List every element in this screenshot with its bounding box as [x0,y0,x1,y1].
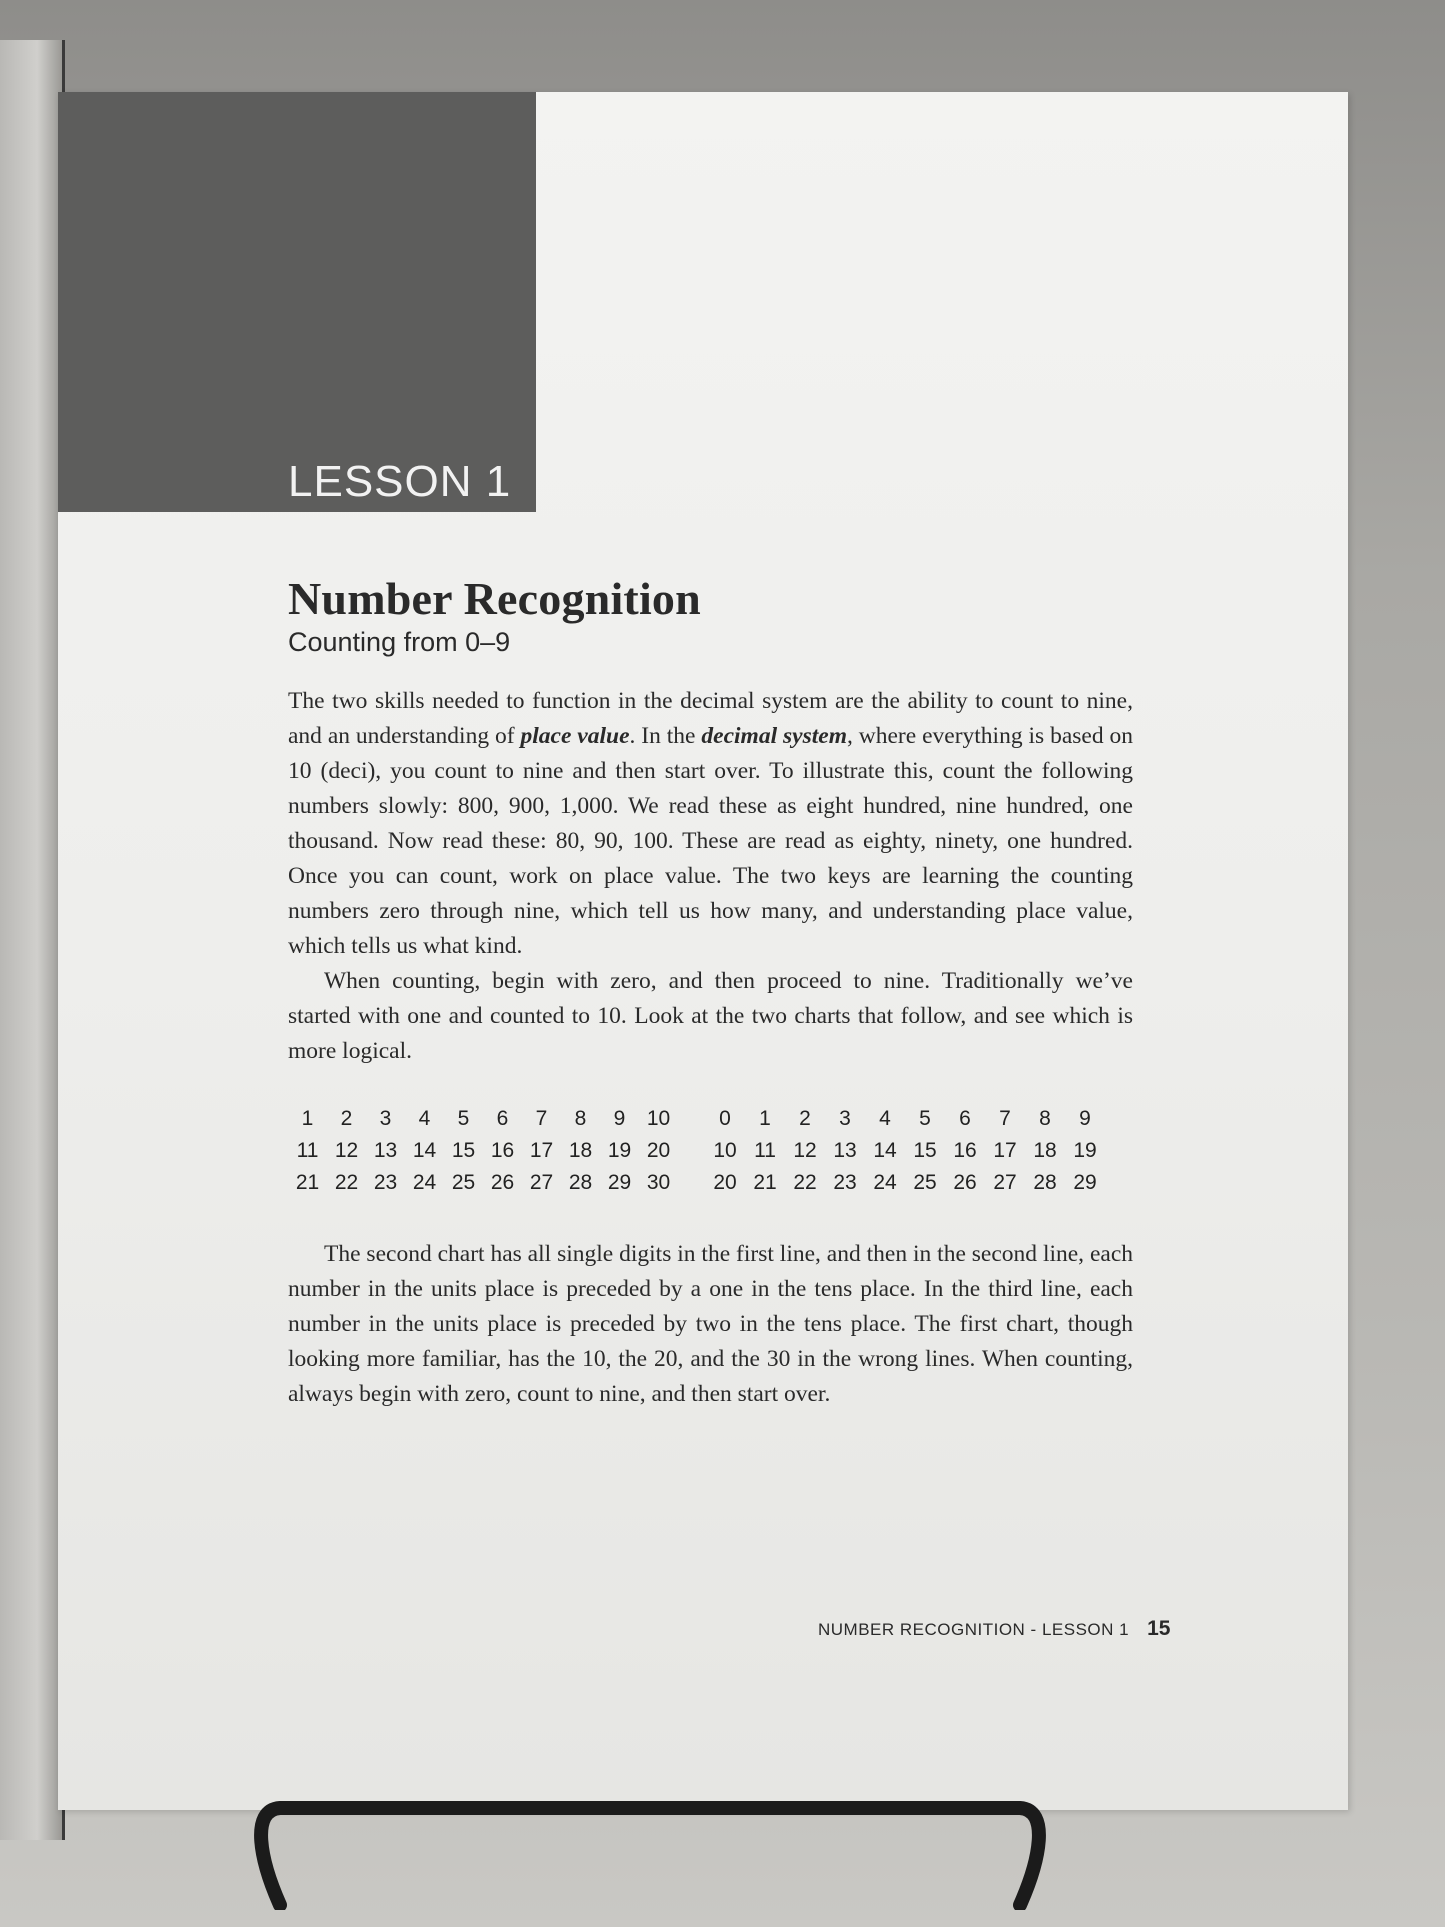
chart-right-cell: 22 [793,1171,817,1194]
paragraph-intro-text-2: . In the [629,723,702,749]
chart-left-cell: 24 [412,1171,437,1194]
chart-left-cell: 16 [490,1139,515,1162]
chart-right-cell: 11 [754,1139,776,1162]
page-number: 15 [1147,1617,1171,1640]
chart-left-cell: 21 [295,1171,320,1194]
chart-right-cell: 6 [959,1107,971,1130]
chart-right-cell: 28 [1033,1171,1057,1194]
chart-left-cell: 26 [490,1171,515,1194]
chart-right-cell: 19 [1073,1139,1097,1162]
chart-left-cell: 1 [301,1107,314,1130]
chart-left-cell: 27 [529,1171,554,1194]
chart-right-cell: 9 [1079,1107,1091,1130]
paragraph-intro-text-1: The two skills needed to function in the decimal system are the ability to count to nine, and an understanding of [288,688,1133,749]
chart-right-cell: 20 [713,1171,737,1194]
chart-right-cell: 0 [719,1107,731,1130]
chart-right-cell: 7 [999,1107,1011,1130]
chart-left-cell: 8 [574,1107,587,1130]
running-footer: NUMBER RECOGNITION - LESSON 1 [818,1620,1130,1639]
term-place-value: place value [520,723,630,749]
page-subtitle: Counting from 0–9 [288,627,511,657]
chart-left-cell: 15 [451,1139,476,1162]
chart-right-cell: 24 [873,1171,897,1194]
previous-page-edge [0,40,65,1840]
chart-left-cell: 14 [412,1139,437,1162]
book-page [58,92,1348,1810]
paragraph-chart-explanation: The second chart has all single digits in the first line, and then in the second line, each number in the units place is preceded by a one in the tens place. In the third line, each number in the units place is preceded by two in the tens place. The first chart, though looking more familiar, has the 10, the 20, and the 30 in the wrong lines. When counting, always begin with zero, count to nine, and then start over. [288,1241,1133,1407]
chart-right-cell: 3 [839,1107,851,1130]
paragraph-intro-text-3: , where everything is based on 10 (deci), you count to nine and then start over. To illustrate this, count the following numbers slowly: 800, 900, 1,000. We read these as eight hundred, nine hundred, one thousand. Now read these: 80, 90, 100. These are read as eighty, ninety, one hundred. Once you can count, work on place value. The two keys are learning the counting numbers zero through nine, which tell us how many, and understanding place value, which tells us what kind. [288,723,1133,959]
book-stand [240,1800,1060,1910]
chart-right-cell: 23 [833,1171,857,1194]
chart-right-cell: 1 [759,1107,771,1130]
chart-left-cell: 23 [373,1171,398,1194]
chart-right-cell: 26 [953,1171,977,1194]
chart-right-cell: 18 [1033,1139,1057,1162]
chart-left-cell: 2 [340,1107,353,1130]
chart-left-cell: 3 [379,1107,392,1130]
chart-right-cell: 5 [919,1107,931,1130]
chart-right-cell: 14 [873,1139,897,1162]
chart-right-cell: 21 [753,1171,777,1194]
chart-right-cell: 17 [993,1139,1017,1162]
chart-left-cell: 4 [418,1107,431,1130]
chart-one-to-thirty [288,1107,678,1195]
page-content [288,572,1133,1412]
chart-left-cell: 6 [496,1107,509,1130]
chart-left-cell: 9 [613,1107,626,1130]
chart-left-cell: 29 [607,1171,632,1194]
chart-right-cell: 4 [879,1107,891,1130]
chart-right-cell: 15 [913,1139,937,1162]
chart-left-cell: 11 [296,1139,319,1162]
lesson-banner [58,92,536,512]
chart-right-cell: 25 [913,1171,937,1194]
chart-right-cell: 8 [1039,1107,1051,1130]
chart-left-cell: 5 [457,1107,470,1130]
chart-left-cell: 28 [568,1171,593,1194]
counting-charts [288,1107,1133,1195]
chart-left-cell: 18 [568,1139,593,1162]
chart-right-cell: 2 [799,1107,811,1130]
lesson-label: LESSON 1 [288,457,512,506]
chart-right-cell: 13 [833,1139,857,1162]
chart-left-cell: 30 [646,1171,671,1194]
chart-left-cell: 22 [334,1171,359,1194]
paragraph-counting: When counting, begin with zero, and then proceed to nine. Traditionally we’ve started with one and counted to 10. Look at the two charts that follow, and see which is more logical. [288,968,1133,1064]
chart-right-cell: 27 [993,1171,1017,1194]
chart-zero-to-twenty-nine [705,1107,1105,1195]
chart-right-cell: 29 [1073,1171,1097,1194]
term-decimal-system: decimal system [701,723,847,749]
paragraph-intro [288,684,1133,964]
chart-right-cell: 16 [953,1139,977,1162]
chart-left-cell: 19 [607,1139,632,1162]
chart-right-cell: 12 [793,1139,817,1162]
page-footer [818,1617,1170,1641]
chart-left-cell: 13 [373,1139,398,1162]
chart-left-cell: 25 [451,1171,476,1194]
chart-left-cell: 10 [646,1107,671,1130]
chart-left-cell: 7 [535,1107,548,1130]
page-title: Number Recognition [288,573,701,624]
chart-left-cell: 20 [646,1139,671,1162]
chart-right-cell: 10 [713,1139,737,1162]
chart-left-cell: 12 [334,1139,359,1162]
chart-left-cell: 17 [529,1139,554,1162]
